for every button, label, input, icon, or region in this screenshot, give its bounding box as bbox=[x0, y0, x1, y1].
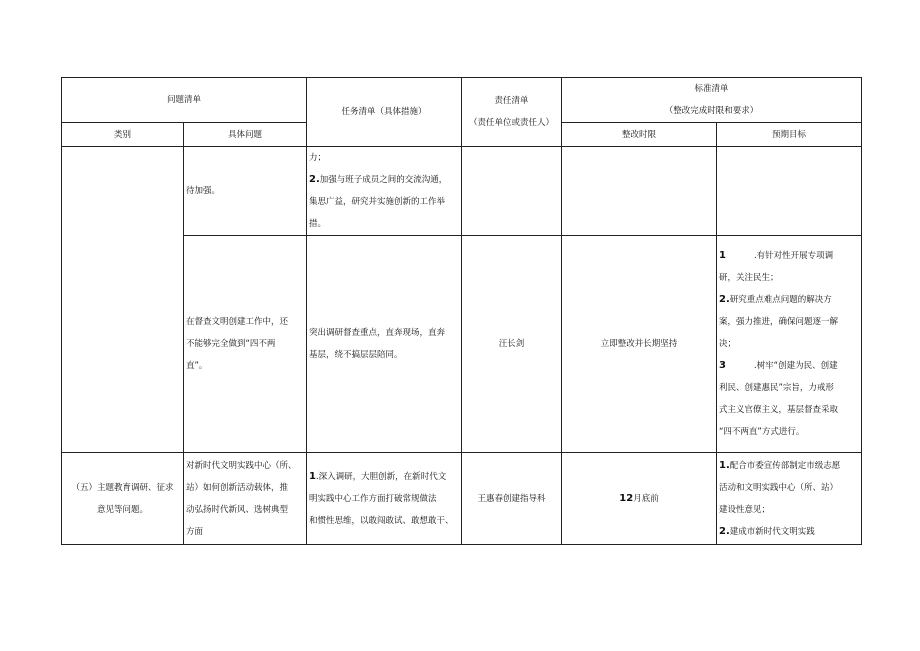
responsibility-header-line1: 责任清单 bbox=[494, 96, 529, 106]
task-line: 基层，绕不搞层层陪同。 bbox=[309, 350, 403, 360]
problem-line: 直”。 bbox=[186, 361, 208, 371]
category-cell bbox=[62, 453, 184, 545]
goal-text: 建成市新时代文明实践 bbox=[729, 526, 815, 537]
task-number: 1 bbox=[309, 470, 316, 482]
task-text: 加强与班子成员之间的交流沟通， bbox=[319, 175, 448, 185]
task-number: 2. bbox=[309, 174, 320, 185]
deadline-text: 月底前 bbox=[633, 493, 659, 504]
task-line: 措。 bbox=[309, 219, 327, 229]
goal-line: 利民、创建惠民”宗旨，力戒形 bbox=[719, 383, 834, 393]
goal-number: 2. bbox=[719, 294, 730, 305]
category-header: 类别 bbox=[62, 123, 184, 147]
goal-text: 配合市委宣传部制定市级志愿 bbox=[729, 460, 841, 471]
task-list-header: 任务清单（具体措施） bbox=[307, 78, 462, 147]
responsibility-list-header bbox=[462, 78, 562, 147]
problem-line: 不能够完全做到“四不两 bbox=[186, 339, 276, 349]
responsibility-header-line2: （责任单位或责任人） bbox=[469, 118, 555, 128]
problem-line: 站）如何创新活动载体，推 bbox=[186, 482, 289, 493]
task-cell bbox=[307, 236, 462, 453]
goal-line: 研，关注民生； bbox=[719, 273, 779, 283]
deadline-number: 12 bbox=[619, 492, 634, 504]
problem-list-header: 问题清单 bbox=[62, 78, 307, 123]
task-text: .深入调研，大胆创新，在新时代文 bbox=[315, 471, 447, 482]
goal-text: .树牢“创建为民、创建 bbox=[753, 361, 838, 371]
goal-line bbox=[719, 455, 859, 477]
deadline-cell-empty bbox=[562, 147, 717, 236]
goal-cell-empty bbox=[717, 147, 862, 236]
goal-line: 活动和文明实践中心（所、站） bbox=[719, 482, 839, 493]
category-cell-empty bbox=[62, 147, 184, 453]
standard-header-line1: 标准清单 bbox=[694, 84, 729, 94]
task-line: 突出调研督查重点，直奔现场，直奔 bbox=[309, 328, 446, 338]
category-line: （五）主题教育调研、征求 bbox=[71, 482, 174, 493]
rectification-table bbox=[61, 77, 862, 545]
responsible-cell: 王惠春创建指导科 bbox=[462, 453, 562, 545]
goal-line: 案，强力推进，确保问题逐一解 bbox=[719, 317, 839, 327]
task-line: 力； bbox=[309, 153, 327, 163]
category-line: 意见等问题。 bbox=[96, 504, 148, 515]
goal-cell bbox=[717, 236, 862, 453]
expected-goal-header: 预期目标 bbox=[717, 123, 862, 147]
header-row-1 bbox=[62, 78, 862, 123]
problem-cell: 待加强。 bbox=[184, 147, 307, 236]
deadline-header: 整改时限 bbox=[562, 123, 717, 147]
goal-line bbox=[719, 521, 859, 543]
deadline-cell: 立即整改并长期坚持 bbox=[562, 236, 717, 453]
goal-number: 1 bbox=[719, 250, 726, 261]
task-line bbox=[309, 169, 459, 191]
goal-line: 建设性意见； bbox=[719, 504, 771, 515]
deadline-cell bbox=[562, 453, 717, 545]
responsible-cell-empty bbox=[462, 147, 562, 236]
goal-line bbox=[719, 355, 859, 377]
specific-problem-header: 具体问题 bbox=[184, 123, 307, 147]
standard-list-header bbox=[562, 78, 862, 123]
goal-line: 决； bbox=[719, 339, 737, 349]
goal-line: “四不两直”方式进行。 bbox=[719, 427, 805, 437]
task-line bbox=[309, 466, 459, 488]
goal-number: 2. bbox=[719, 525, 730, 537]
goal-number: 1. bbox=[719, 459, 730, 471]
problem-line: 方面 bbox=[186, 526, 204, 537]
standard-header-line2: （整改完成时限和要求） bbox=[664, 106, 759, 116]
goal-cell bbox=[717, 453, 862, 545]
problem-line: 对新时代文明实践中心（所、 bbox=[186, 460, 297, 471]
responsible-cell: 汪长剑 bbox=[462, 236, 562, 453]
problem-cell bbox=[184, 236, 307, 453]
table-row bbox=[62, 453, 862, 545]
problem-line: 动弘扬时代新风、选树典型 bbox=[186, 504, 289, 515]
task-line: 和惯性思维，以敢闯敢试、敢想敢干、 bbox=[309, 515, 454, 526]
goal-text: .有针对性开展专项调 bbox=[753, 251, 834, 261]
task-cell bbox=[307, 453, 462, 545]
table-row bbox=[62, 147, 862, 236]
task-line: 集思广益，研究并实施创新的工作举 bbox=[309, 197, 446, 207]
goal-line: 式主义官僚主义，基层督查采取 bbox=[719, 405, 839, 415]
problem-line: 在督查文明创建工作中，还 bbox=[186, 317, 289, 327]
task-cell bbox=[307, 147, 462, 236]
task-line: 明实践中心工作方面打破常规做法 bbox=[309, 493, 437, 504]
goal-number: 3 bbox=[719, 360, 726, 371]
problem-cell bbox=[184, 453, 307, 545]
goal-line bbox=[719, 289, 859, 311]
goal-text: 研究重点难点问题的解决方 bbox=[729, 295, 832, 305]
goal-line bbox=[719, 245, 859, 267]
